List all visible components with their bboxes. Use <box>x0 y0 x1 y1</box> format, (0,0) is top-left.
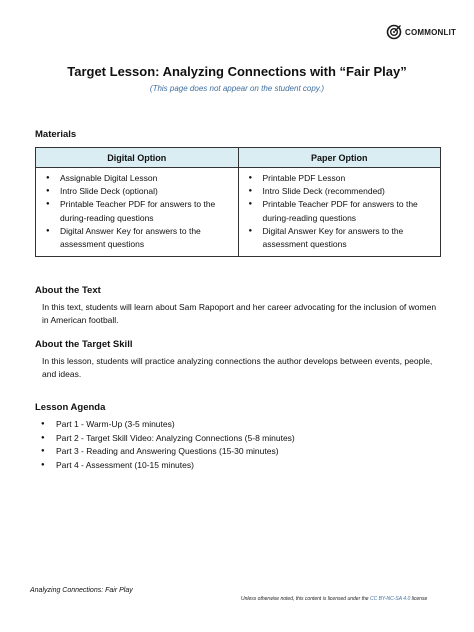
list-item: ● Intro Slide Deck (recommended) <box>245 185 437 198</box>
about-skill-heading: About the Target Skill <box>35 339 133 350</box>
paper-option-list <box>245 172 437 251</box>
page-title: Target Lesson: Analyzing Connections with “Fair Play” <box>67 64 407 79</box>
footer-license-note <box>241 596 427 602</box>
digital-option-cell <box>36 168 239 257</box>
list-item: ● Assignable Digital Lesson <box>42 172 234 185</box>
materials-table <box>35 147 441 257</box>
agenda-list <box>40 418 440 472</box>
materials-heading: Materials <box>35 129 77 140</box>
list-item: ● Printable PDF Lesson <box>245 172 437 185</box>
list-item: ● Printable Teacher PDF for answers to the during-reading questions <box>245 198 437 224</box>
list-item: ● Part 4 - Assessment (10-15 minutes) <box>40 459 440 473</box>
logo-wordmark <box>405 28 456 37</box>
digital-option-list <box>42 172 234 251</box>
logo-text-common: COMMON <box>405 27 444 37</box>
about-skill-body: In this lesson, students will practice analyzing connections the author develops between events, people, and ideas. <box>42 356 433 379</box>
footer-license-prefix: Unless otherwise noted, this content is licensed under the <box>241 596 370 602</box>
digital-option-header: Digital Option <box>36 148 239 168</box>
agenda-heading: Lesson Agenda <box>35 402 106 413</box>
paper-option-header: Paper Option <box>238 148 441 168</box>
license-link[interactable]: CC BY-NC-SA 4.0 <box>369 596 411 602</box>
list-item: ● Part 2 - Target Skill Video: Analyzing Connections (5-8 minutes) <box>40 432 440 446</box>
target-icon <box>386 24 402 40</box>
list-item: ● Intro Slide Deck (optional) <box>42 185 234 198</box>
list-item: ● Part 1 - Warm-Up (3-5 minutes) <box>40 418 440 432</box>
paper-option-cell <box>238 168 441 257</box>
list-item: ● Digital Answer Key for answers to the assessment questions <box>42 225 234 251</box>
materials-header-row <box>36 148 441 168</box>
list-item: ● Digital Answer Key for answers to the assessment questions <box>245 225 437 251</box>
page-subtitle: (This page does not appear on the student copy.) <box>149 84 325 93</box>
materials-body-row <box>36 168 441 257</box>
list-item: ● Part 3 - Reading and Answering Questions (15-30 minutes) <box>40 445 440 459</box>
footer-license-suffix: license <box>410 596 428 602</box>
about-text-heading: About the Text <box>35 285 101 296</box>
list-item: ● Printable Teacher PDF for answers to the during-reading questions <box>42 198 234 224</box>
commonlit-logo <box>386 24 456 40</box>
logo-text-lit: LIT <box>443 27 457 37</box>
about-text-body: In this text, students will learn about Sam Rapoport and her career advocating for the inclusion of women in American football. <box>42 302 437 325</box>
footer-document-title: Analyzing Connections: Fair Play <box>30 587 133 594</box>
